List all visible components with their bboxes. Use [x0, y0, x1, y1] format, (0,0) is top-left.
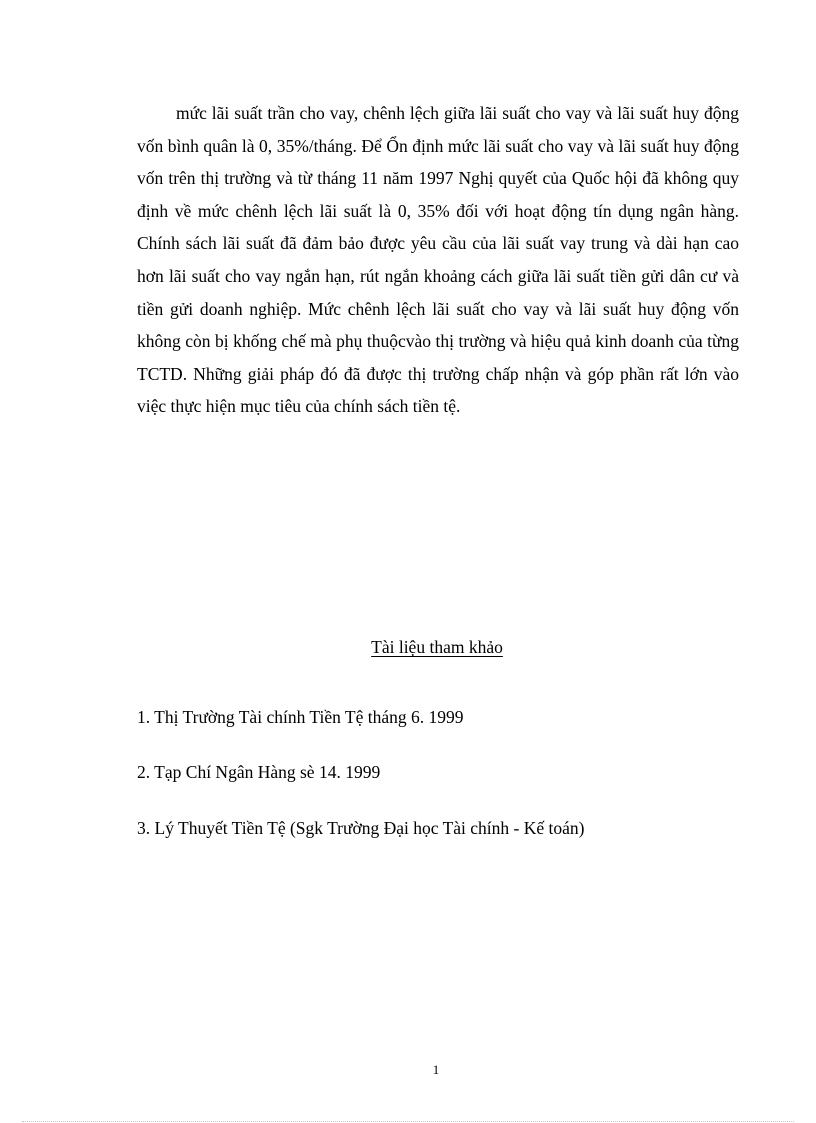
reference-item-3: 3. Lý Thuyết Tiền Tệ (Sgk Trường Đại học Tài chính - Kế toán) — [137, 818, 585, 838]
reference-item-2: 2. Tạp Chí Ngân Hàng sè 14. 1999 — [137, 762, 381, 782]
reference-item-1: 1. Thị Trường Tài chính Tiền Tệ tháng 6. 1999 — [137, 707, 464, 727]
page-bottom-edge — [22, 1121, 794, 1122]
references-heading — [0, 636, 816, 658]
references-heading-text: Tài liệu tham khảo — [371, 637, 503, 657]
body-paragraph: mức lãi suất trần cho vay, chênh lệch giữa lãi suất cho vay và lãi suất huy động vốn bình quân là 0, 35%/tháng. Để Ổn định mức lãi suất cho vay và lãi suất huy động vốn trên thị trường và từ tháng 11 năm 1997 Nghị quyết của Quốc hội đã không quy định về mức chênh lệch lãi suất là 0, 35% đối với hoạt động tín dụng ngân hàng. Chính sách lãi suất đã đảm bảo được yêu cầu của lãi suất vay trung và dài hạn cao hơn lãi suất cho vay ngắn hạn, rút ngắn khoảng cách giữa lãi suất tiền gửi dân cư và tiền gửi doanh nghiệp. Mức chênh lệch lãi suất cho vay và lãi suất huy động vốn không còn bị khống chế mà phụ thuộcvào thị trường và hiệu quả kinh doanh của từng TCTD. Những giải pháp đó đã được thị trường chấp nhận và góp phần rất lớn vào việc thực hiện mục tiêu của chính sách tiền tệ. — [137, 103, 739, 417]
page-number: 1 — [432, 1062, 440, 1077]
